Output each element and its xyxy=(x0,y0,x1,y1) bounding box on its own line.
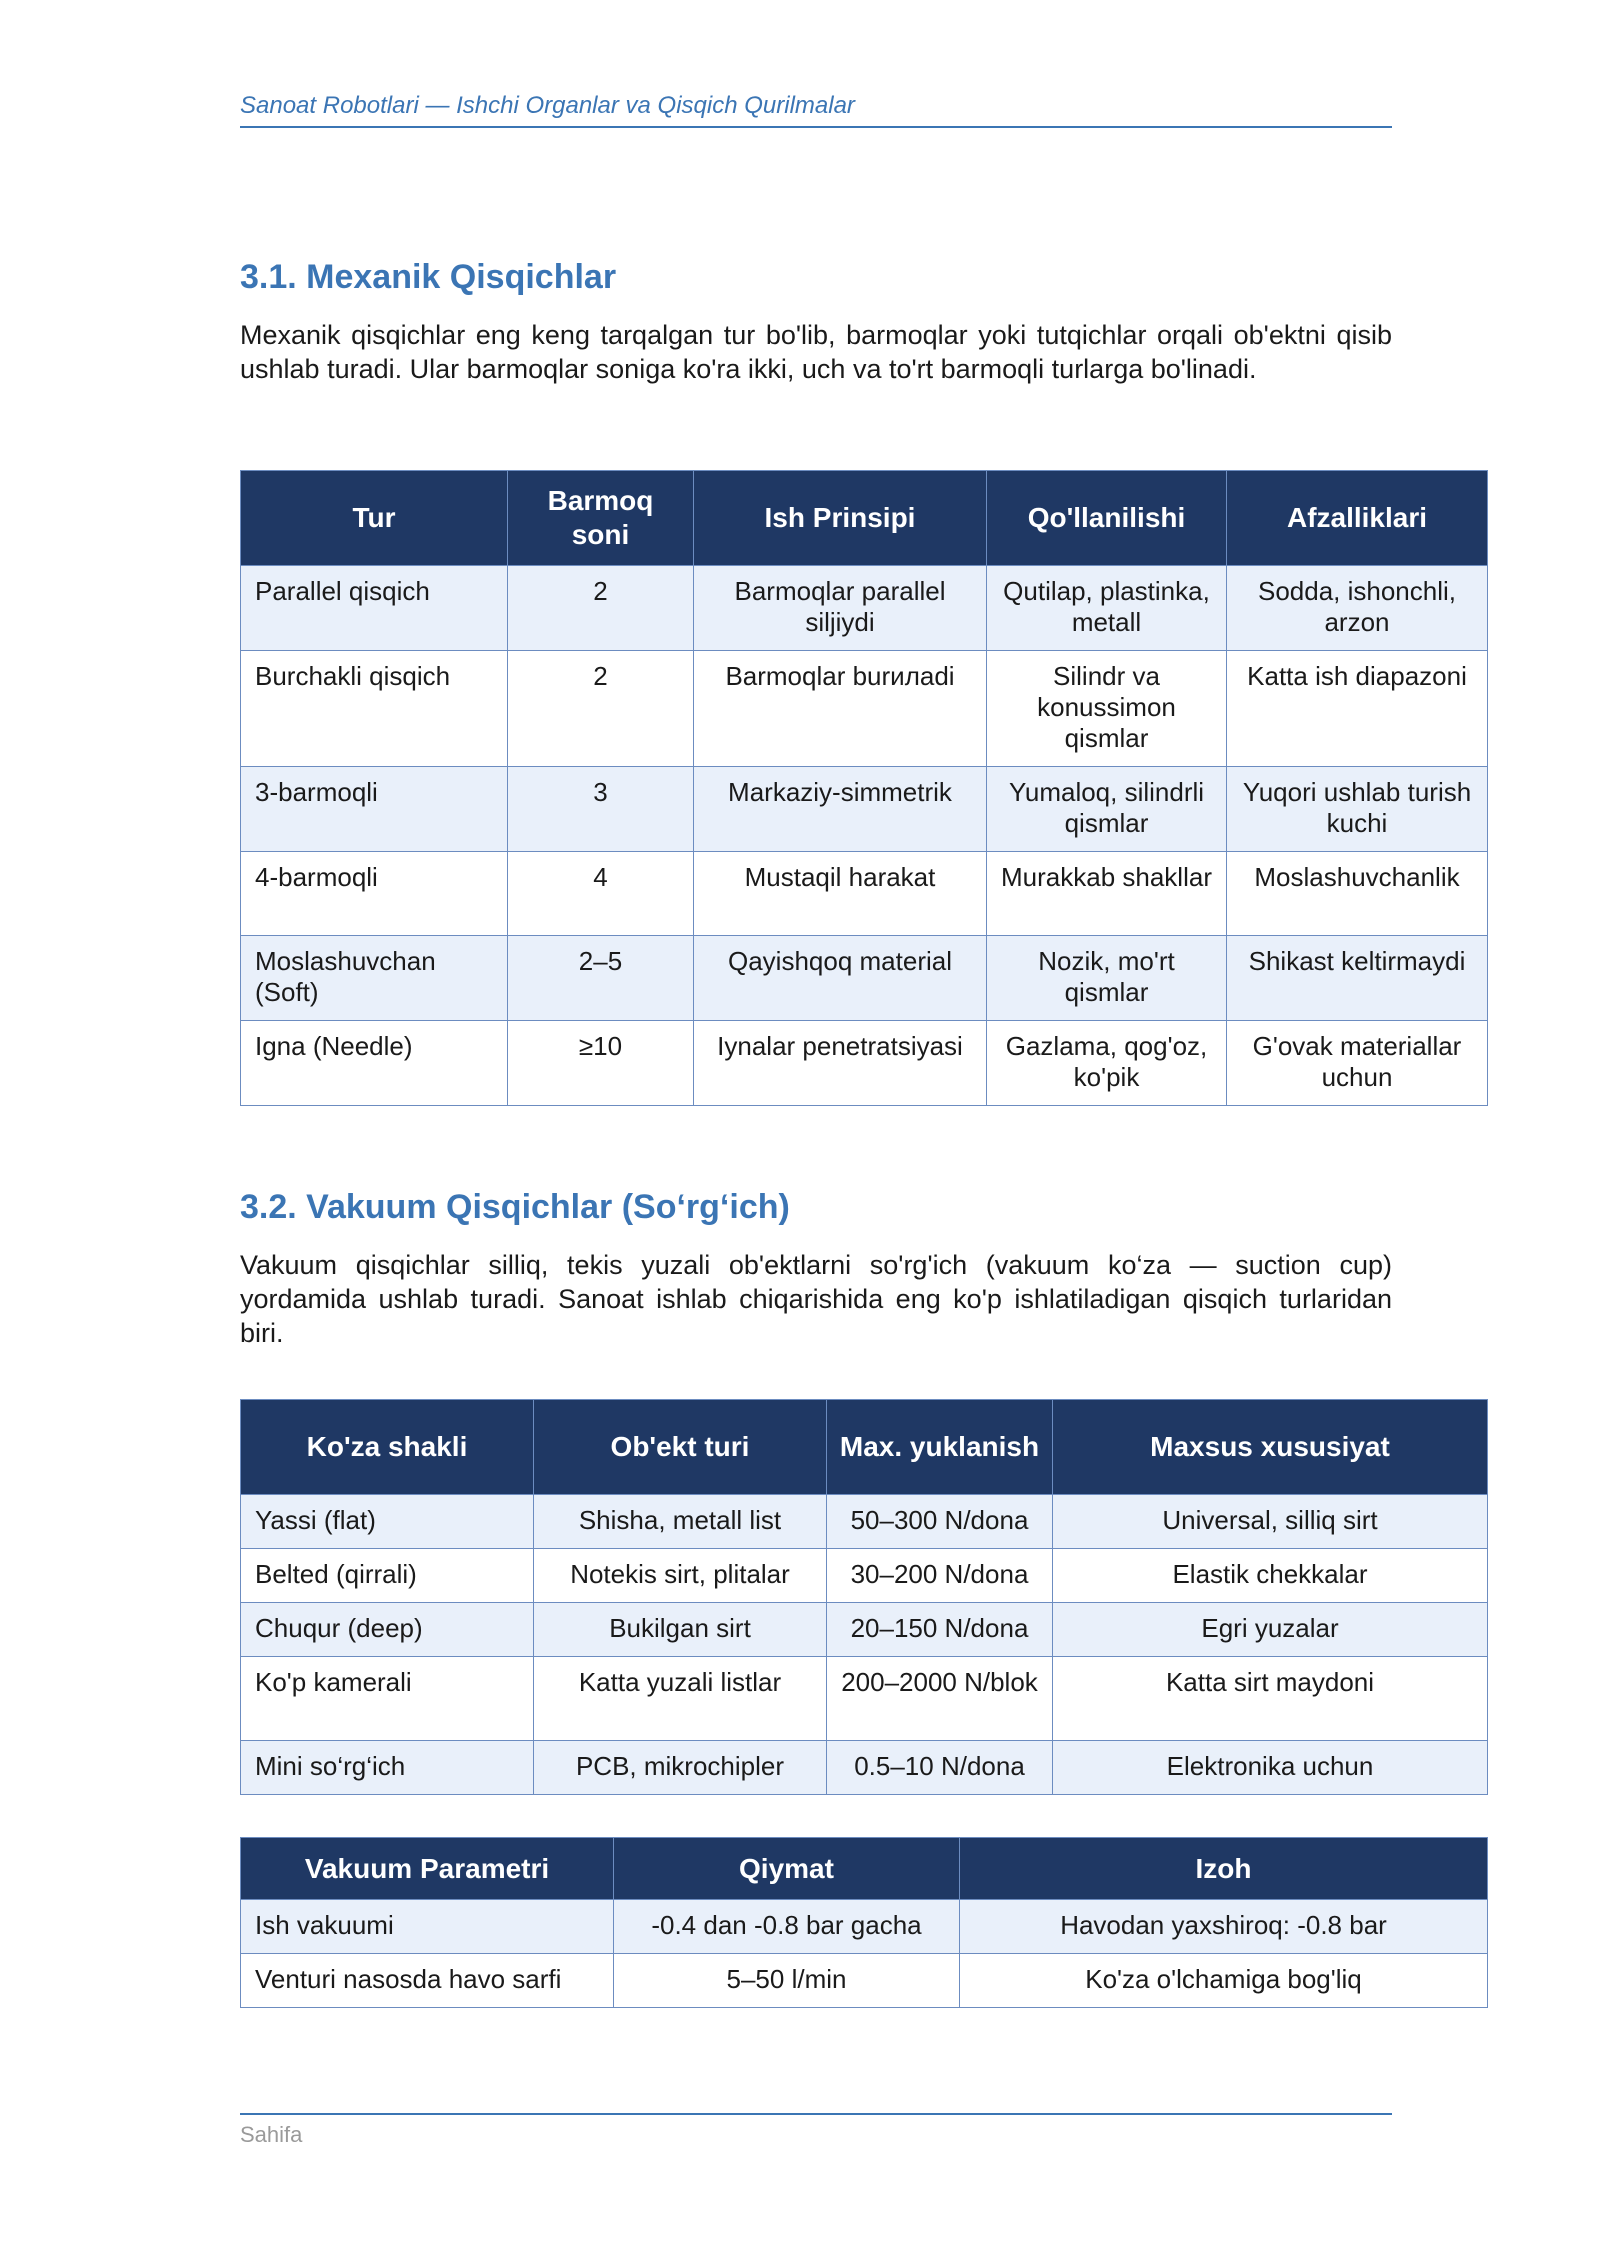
table-cell: Elastik chekkalar xyxy=(1053,1549,1488,1603)
column-header: Barmoq soni xyxy=(508,471,694,566)
table-cell: Chuqur (deep) xyxy=(241,1603,534,1657)
vacuum-parameters-table xyxy=(240,1837,1488,2008)
table-cell: Silindr va konussimon qismlar xyxy=(987,651,1227,767)
table-cell: Barmoqlar burилadi xyxy=(694,651,987,767)
table-cell: 3-barmoqli xyxy=(241,767,508,852)
table-cell: Bukilgan sirt xyxy=(534,1603,827,1657)
table-cell: Mini so‘rg‘ich xyxy=(241,1741,534,1795)
table-cell: 200–2000 N/blok xyxy=(827,1657,1053,1741)
table-row xyxy=(241,1741,1488,1795)
table-cell: -0.4 dan -0.8 bar gacha xyxy=(614,1900,960,1954)
vacuum-cups-table xyxy=(240,1399,1488,1795)
table-cell: Universal, silliq sirt xyxy=(1053,1495,1488,1549)
mechanical-grippers-table xyxy=(240,470,1488,1106)
table-cell: Moslashuvchan (Soft) xyxy=(241,936,508,1021)
column-header: Ob'ekt turi xyxy=(534,1400,827,1495)
table-cell: Mustaqil harakat xyxy=(694,852,987,936)
column-header: Afzalliklari xyxy=(1227,471,1488,566)
table-row xyxy=(241,1603,1488,1657)
table-cell: 0.5–10 N/dona xyxy=(827,1741,1053,1795)
table-cell: G'ovak materiallar uchun xyxy=(1227,1021,1488,1106)
table-cell: Ko'za o'lchamiga bog'liq xyxy=(960,1954,1488,2008)
table-cell: Venturi nasosda havo sarfi xyxy=(241,1954,614,2008)
column-header: Tur xyxy=(241,471,508,566)
table-cell: Yumaloq, silindrli qismlar xyxy=(987,767,1227,852)
section-title-vacuum: 3.2. Vakuum Qisqichlar (So‘rg‘ich) xyxy=(240,1188,790,1226)
table-cell: Yuqori ushlab turish kuchi xyxy=(1227,767,1488,852)
table-cell: ≥10 xyxy=(508,1021,694,1106)
table-cell: Belted (qirrali) xyxy=(241,1549,534,1603)
table-cell: Katta yuzali listlar xyxy=(534,1657,827,1741)
table-cell: Havodan yaxshiroq: -0.8 bar xyxy=(960,1900,1488,1954)
table-cell: Elektronika uchun xyxy=(1053,1741,1488,1795)
table-cell: Qayishqoq material xyxy=(694,936,987,1021)
table-cell: 30–200 N/dona xyxy=(827,1549,1053,1603)
table-cell: Gazlama, qog'oz, ko'pik xyxy=(987,1021,1227,1106)
table-cell: Parallel qisqich xyxy=(241,566,508,651)
column-header: Max. yuklanish xyxy=(827,1400,1053,1495)
column-header: Ish Prinsipi xyxy=(694,471,987,566)
table-cell: Shisha, metall list xyxy=(534,1495,827,1549)
table-cell: 4-barmoqli xyxy=(241,852,508,936)
column-header: Ko'za shakli xyxy=(241,1400,534,1495)
table-cell: Katta ish diapazoni xyxy=(1227,651,1488,767)
table-row xyxy=(241,1021,1488,1106)
table-row xyxy=(241,936,1488,1021)
table-row xyxy=(241,1954,1488,2008)
column-header: Qiymat xyxy=(614,1838,960,1900)
table-cell: Moslashuvchanlik xyxy=(1227,852,1488,936)
table-cell: Katta sirt maydoni xyxy=(1053,1657,1488,1741)
table-cell: Iynalar penetratsiyasi xyxy=(694,1021,987,1106)
column-header: Qo'llanilishi xyxy=(987,471,1227,566)
table-row xyxy=(241,651,1488,767)
table-row xyxy=(241,767,1488,852)
table-cell: Shikast keltirmaydi xyxy=(1227,936,1488,1021)
table-cell: Markaziy-simmetrik xyxy=(694,767,987,852)
column-header: Maxsus xususiyat xyxy=(1053,1400,1488,1495)
footer-divider xyxy=(240,2113,1392,2115)
table-row xyxy=(241,1900,1488,1954)
table-cell: Sodda, ishonchli, arzon xyxy=(1227,566,1488,651)
column-header: Izoh xyxy=(960,1838,1488,1900)
table-cell: 4 xyxy=(508,852,694,936)
table-cell: 2–5 xyxy=(508,936,694,1021)
table-row xyxy=(241,1495,1488,1549)
section-title-mechanical: 3.1. Mexanik Qisqichlar xyxy=(240,258,617,296)
table-row xyxy=(241,566,1488,651)
table-cell: 20–150 N/dona xyxy=(827,1603,1053,1657)
table-cell: Notekis sirt, plitalar xyxy=(534,1549,827,1603)
section-paragraph-mechanical: Mexanik qisqichlar eng keng tarqalgan tur bo'lib, barmoqlar yoki tutqichlar orqali ob'ektni qisib ushlab turadi. Ular barmoqlar soniga ko'ra ikki, uch va to'rt barmoqli turlarga bo'linadi. xyxy=(240,320,1392,384)
column-header: Vakuum Parametri xyxy=(241,1838,614,1900)
table-cell: Barmoqlar parallel siljiydi xyxy=(694,566,987,651)
table-header-row xyxy=(241,1838,1488,1900)
table-row xyxy=(241,1657,1488,1741)
table-header-row xyxy=(241,1400,1488,1495)
table-cell: 2 xyxy=(508,566,694,651)
table-cell: Ko'p kamerali xyxy=(241,1657,534,1741)
table-row xyxy=(241,1549,1488,1603)
table-cell: 3 xyxy=(508,767,694,852)
table-header-row xyxy=(241,471,1488,566)
table-cell: Nozik, mo'rt qismlar xyxy=(987,936,1227,1021)
table-cell: Qutilap, plastinka, metall xyxy=(987,566,1227,651)
table-cell: Burchakli qisqich xyxy=(241,651,508,767)
table-cell: Igna (Needle) xyxy=(241,1021,508,1106)
table-cell: Murakkab shakllar xyxy=(987,852,1227,936)
table-cell: Yassi (flat) xyxy=(241,1495,534,1549)
running-header: Sanoat Robotlari — Ishchi Organlar va Qisqich Qurilmalar xyxy=(240,92,1392,128)
page-footer: Sahifa xyxy=(240,2122,303,2147)
table-cell: 5–50 l/min xyxy=(614,1954,960,2008)
table-cell: PCB, mikrochipler xyxy=(534,1741,827,1795)
table-cell: Ish vakuumi xyxy=(241,1900,614,1954)
table-row xyxy=(241,852,1488,936)
table-cell: Egri yuzalar xyxy=(1053,1603,1488,1657)
table-cell: 2 xyxy=(508,651,694,767)
table-cell: 50–300 N/dona xyxy=(827,1495,1053,1549)
section-paragraph-vacuum: Vakuum qisqichlar silliq, tekis yuzali ob'ektlarni so'rg'ich (vakuum ko‘za — suction cup) yordamida ushlab turadi. Sanoat ishlab chiqarishida eng ko'p ishlatiladigan qisqich turlaridan biri. xyxy=(240,1250,1392,1348)
